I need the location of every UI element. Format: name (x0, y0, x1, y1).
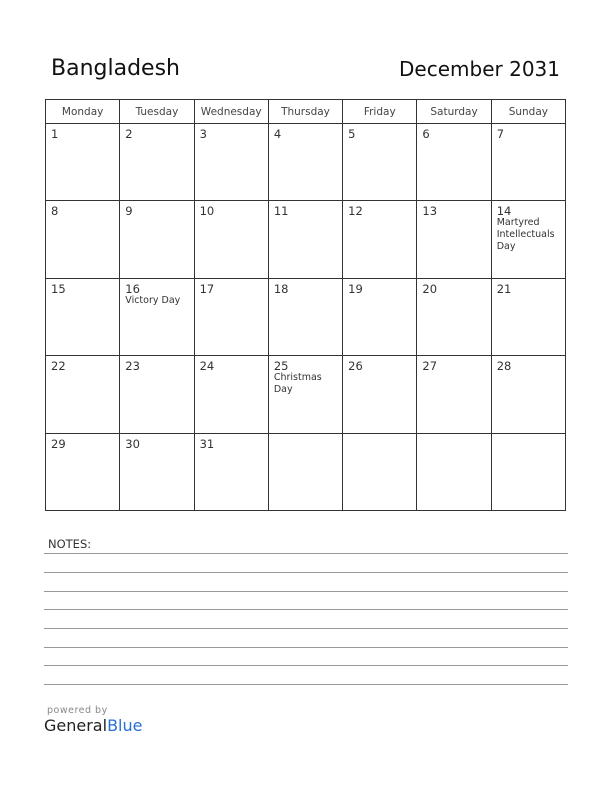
calendar-day-cell (343, 356, 417, 433)
calendar-day-cell (343, 433, 417, 510)
weekday-tuesday: Tuesday (120, 100, 194, 124)
day-number: 14 (496, 204, 512, 219)
note-line (44, 628, 568, 629)
day-number: 17 (199, 281, 215, 296)
calendar-day-cell (194, 278, 268, 355)
brand-general-text: General (44, 716, 108, 735)
day-number: 5 (348, 127, 356, 141)
calendar-day-cell (120, 201, 194, 278)
calendar-day-cell (46, 201, 120, 278)
calendar-day-cell (343, 278, 417, 355)
day-number: 8 (51, 204, 59, 219)
calendar-day-cell (120, 278, 194, 355)
day-number: 31 (199, 436, 215, 451)
note-line (44, 647, 568, 648)
weekday-thursday: Thursday (268, 100, 342, 124)
note-line (44, 591, 568, 592)
note-line (44, 665, 568, 666)
day-number: 4 (273, 127, 282, 141)
day-number: 16 (125, 281, 140, 296)
calendar-day-cell (268, 124, 342, 201)
day-number: 11 (273, 204, 289, 219)
calendar-day-cell (194, 433, 268, 510)
weekday-friday: Friday (343, 100, 417, 124)
calendar-day-cell (417, 124, 491, 201)
calendar-day-cell (46, 356, 120, 433)
calendar-week-row (46, 201, 566, 278)
calendar-day-cell (417, 201, 491, 278)
weekday-saturday: Saturday (417, 100, 491, 124)
holiday-label: Martyred Intellectuals Day (496, 217, 555, 253)
calendar-day-cell (46, 433, 120, 510)
note-line (44, 572, 568, 573)
powered-by-text: powered by (47, 705, 108, 716)
day-number: 10 (199, 204, 215, 219)
day-number: 2 (125, 127, 133, 141)
calendar-day-cell (491, 356, 565, 433)
day-number: 27 (422, 359, 438, 374)
day-number: 22 (51, 359, 66, 374)
day-number: 1 (51, 127, 59, 141)
calendar-day-cell (120, 124, 194, 201)
day-number: 18 (273, 281, 289, 296)
calendar-day-cell (491, 201, 565, 278)
day-number: 24 (199, 359, 215, 374)
calendar-day-cell (46, 278, 120, 355)
calendar-day-cell (194, 356, 268, 433)
weekday-monday: Monday (46, 100, 120, 124)
day-number: 28 (496, 359, 512, 374)
day-number: 19 (348, 281, 363, 296)
day-number: 9 (125, 204, 133, 219)
calendar-grid (45, 99, 566, 511)
calendar-day-cell (491, 124, 565, 201)
calendar-day-cell (194, 124, 268, 201)
calendar-week-row (46, 278, 566, 355)
calendar-day-cell (194, 201, 268, 278)
day-number: 3 (199, 127, 207, 141)
day-number: 30 (125, 436, 140, 451)
note-line (44, 609, 568, 610)
calendar-week-row (46, 124, 566, 201)
note-line (44, 684, 568, 685)
calendar-day-cell (491, 278, 565, 355)
calendar-day-cell (268, 278, 342, 355)
day-number: 15 (51, 281, 66, 296)
day-number: 6 (422, 127, 430, 141)
calendar-day-cell (268, 433, 342, 510)
weekday-sunday: Sunday (491, 100, 565, 124)
brand-logo (44, 716, 142, 735)
calendar-week-row (46, 356, 566, 433)
month-year-title: December 2031 (399, 57, 560, 81)
day-number: 23 (125, 359, 140, 374)
day-number: 7 (496, 127, 505, 141)
day-number: 21 (496, 281, 512, 296)
day-number: 20 (422, 281, 438, 296)
weekday-wednesday: Wednesday (194, 100, 268, 124)
day-number: 26 (348, 359, 363, 374)
day-number: 29 (51, 436, 66, 451)
note-line (44, 553, 568, 554)
holiday-label: Christmas Day (273, 372, 322, 396)
calendar-day-cell (343, 124, 417, 201)
day-number: 25 (273, 359, 289, 374)
calendar-day-cell (120, 356, 194, 433)
day-number: 12 (348, 204, 363, 219)
calendar-day-cell (268, 201, 342, 278)
country-title: Bangladesh (51, 56, 180, 81)
weekday-header-row (46, 100, 566, 124)
brand-blue-text: Blue (107, 716, 143, 735)
calendar-week-row (46, 433, 566, 510)
calendar-day-cell (491, 433, 565, 510)
calendar-day-cell (417, 433, 491, 510)
day-number: 13 (422, 204, 438, 219)
calendar-day-cell (120, 433, 194, 510)
notes-label: NOTES: (48, 537, 92, 551)
calendar-day-cell (343, 201, 417, 278)
calendar-day-cell (46, 124, 120, 201)
holiday-label: Victory Day (125, 294, 181, 306)
calendar-day-cell (417, 356, 491, 433)
calendar-day-cell (268, 356, 342, 433)
calendar-day-cell (417, 278, 491, 355)
